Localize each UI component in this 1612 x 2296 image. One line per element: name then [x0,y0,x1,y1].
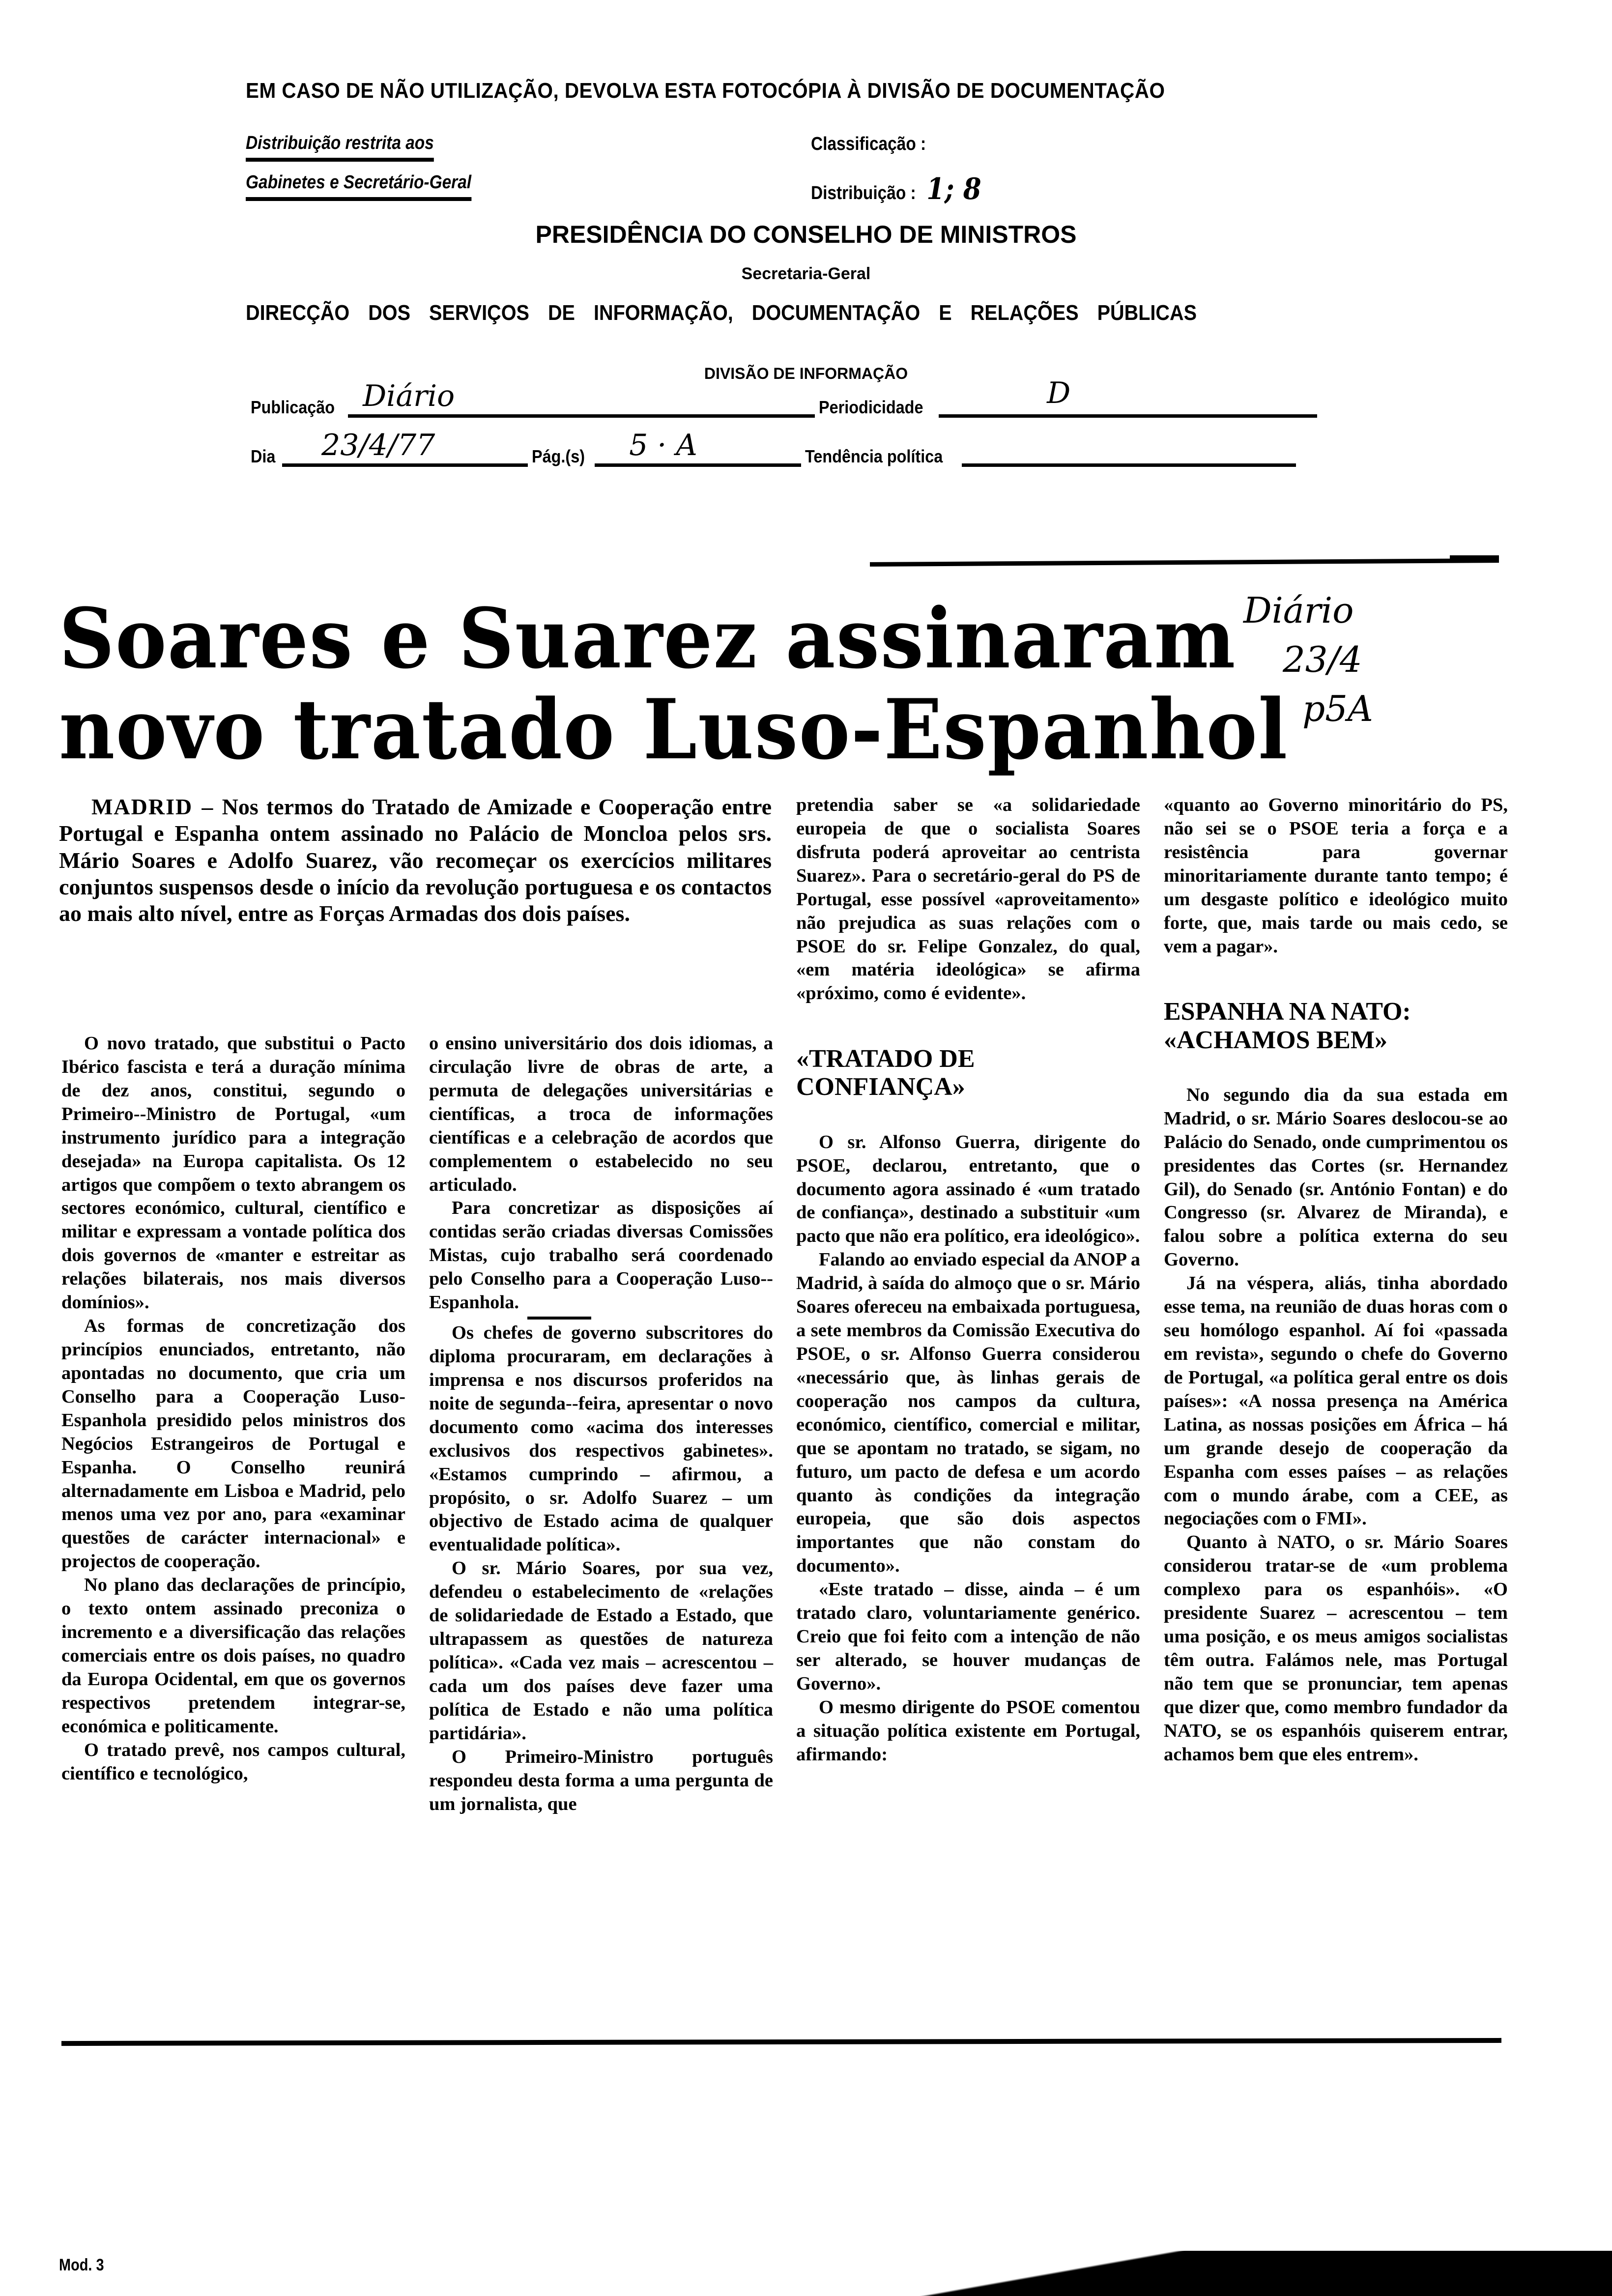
classification-field [811,134,926,155]
underline [246,158,434,162]
distribution-restricted-line2 [246,172,471,201]
paragraph: O sr. Mário Soares, por sua vez, defendeu o estabelecimento de «relações de solidariedade de Estado a Estado, que ultrapassem as questões de natureza política». «Cada vez mais – acrescentou – cada um dos países deve fazer uma política de Estado e não uma política partidária». [429,1558,773,1744]
subheading-tratado-de-confianca: «TRATADO DE CONFIANÇA» [796,1045,975,1101]
paragraph: No segundo dia da sua estada em Madrid, o sr. Mário Soares deslocou-se ao Palácio do Senado, onde cumprimentou os presidentes das Cortes (sr. Hernandez Gil), do Senado (sr. António Fontan) e do Congresso (sr. Alvarez de Miranda), e falou sobre a política externa do seu Governo. [1164,1084,1508,1270]
paragraph: No plano das declarações de princípio, o texto ontem assinado preconiza o incremento e a diversificação das relações comerciais entre os dois países, no quadro da Europa Ocidental, em que os governos respectivos pretendem integrar-se, económica e politicamente. [61,1575,405,1737]
article-column-4 [1164,794,1508,1767]
article-column-2 [429,1032,773,1816]
paragraph: Quanto à NATO, o sr. Mário Soares considerou tratar-se de «um problema complexo para os espanhóis». «O presidente Suarez – acrescentou – tem uma posição, e os meus amigos socialistas têm outra. Falámos nele, mas Portugal não tem que se pronunciar, tem apenas que dizer que, como membro fundador da NATO, se os espanhóis quiserem entrar, achamos bem que eles entrem». [1164,1532,1508,1765]
subheading-espanha-na-nato: ESPANHA NA NATO: «ACHAMOS BEM» [1164,998,1411,1054]
scan-artifact [713,2251,1612,2296]
classification-label: Classificação : [811,134,926,154]
political-tendency-field[interactable] [962,437,1296,467]
distribution-restricted-line1 [246,133,434,162]
periodicity-label: Periodicidade [819,397,923,417]
dateline: MADRID – [91,794,214,819]
day-value: 23/4/77 [321,428,435,462]
periodicity-field[interactable] [939,376,1317,418]
distribution-restricted-text-2: Gabinetes e Secretário-Geral [246,172,472,193]
column-divider [527,1317,591,1320]
political-tendency-label: Tendência política [805,446,943,466]
headline-line2: novo tratado Luso-Espanhol [59,681,1289,778]
margin-note-page: p5A [1302,688,1373,729]
paragraph: «quanto ao Governo minoritário do PS, não sei se o PSOE teria a força e a resistência para governar minoritariamente durante tanto tempo; é um desgaste político e ideológico muito forte, que, mais tarde ou mais cedo, se vem a pagar». [1164,795,1508,957]
publication-label: Publicação [251,397,335,417]
paragraph: o ensino universitário dos dois idiomas, a circulação livre de obras de arte, a permuta de delegações universitárias e científicas, a troca de informações científicas e a celebração de acordos que complementem o estabelecido no seu articulado. [429,1033,773,1195]
subunit-title: Secretaria-Geral [741,264,871,283]
paragraph: «Este tratado – disse, ainda – é um tratado claro, voluntariamente genérico. Creio que foi feito com a intenção de não ser alterado, se houver mudanças de Governo». [796,1579,1140,1694]
top-rule-accent [1450,555,1499,559]
margin-note-date: 23/4 [1283,639,1362,680]
distribution-value: 1; 8 [926,172,981,206]
underline [246,197,471,201]
form-model-label: Mod. 3 [59,2256,104,2274]
article-column-1 [61,1032,405,1786]
pages-value: 5 · A [629,428,697,462]
return-notice: EM CASO DE NÃO UTILIZAÇÃO, DEVOLVA ESTA FOTOCÓPIA À DIVISÃO DE DOCUMENTAÇÃO [246,79,1165,103]
pages-field[interactable] [595,428,801,467]
top-rule [870,558,1499,567]
directorate-title: DIRECÇÃO DOS SERVIÇOS DE INFORMAÇÃO, DOCUMENTAÇÃO E RELAÇÕES PÚBLICAS [246,301,1197,325]
day-label: Dia [251,446,276,466]
date-row [251,428,1300,467]
paragraph: Os chefes de governo subscritores do diploma procuraram, em declarações à imprensa e nos discursos proferidos na noite de segunda--feira, apresentar o novo documento como «acima dos interesses exclusivos dos respectivos gabinetes». «Estamos cumprindo – afirmou, a propósito, o sr. Adolfo Suarez – um objectivo de Estado acima de qualquer eventualidade política». [429,1322,773,1555]
distribution-restricted-text-1: Distribuição restrita aos [246,133,434,153]
pages-label: Pág.(s) [532,446,585,466]
paragraph: Já na véspera, aliás, tinha abordado esse tema, na reunião de duas horas com o seu homólogo espanhol. Aí foi «passada em revista», segundo o chefe do Governo de Portugal, «a política geral entre os dois países»: «A nossa presença na América Latina, as nossas posições em África – há um grande desejo de cooperação da Espanha com esses países – as relações com o mundo árabe, com a CEE, as negociações com o FMI». [1164,1273,1508,1529]
publication-field[interactable] [348,379,815,418]
paragraph: Falando ao enviado especial da ANOP a Madrid, à saída do almoço que o sr. Mário Soares ofereceu na embaixada portuguesa, a sete membros da Comissão Executiva do PSOE, o sr. Alfonso Guerra considerou «necessário que, às linhas gerais de cooperação nos campos da cultura, económico, científico, comercial e militar, que se apontam no tratado, se sigam, no futuro, um pacto de defesa e um acordo quanto às condições da integração europeia, que são dois aspectos importantes que não constam do documento». [796,1249,1140,1577]
paragraph: O Primeiro-Ministro português respondeu desta forma a uma pergunta de um jornalista, que [429,1746,773,1814]
article-column-3 [796,794,1140,1767]
paragraph: O mesmo dirigente do PSOE comentou a situação política existente em Portugal, afirmando: [796,1696,1140,1765]
paragraph: O sr. Alfonso Guerra, dirigente do PSOE, declarou, entretanto, que o documento agora assinado é «um tratado de confiança», destinado a substituir «um pacto que não era político, era ideológico». [796,1131,1140,1247]
lead-text: Nos termos do Tratado de Amizade e Cooperação entre Portugal e Espanha ontem assinado no Palácio de Moncloa pelos srs. Mário Soares e Adolfo Suarez, vão recomeçar os exercícios militares conjuntos suspensos desde o início da revolução portuguesa e os contactos ao mais alto nível, entre as Forças Armadas dos dois países. [59,794,772,926]
periodicity-value: D [1047,376,1071,410]
paragraph: Para concretizar as disposições aí contidas serão criadas diversas Comissões Mistas, cujo trabalho será coordenado pelo Conselho para a Cooperação Luso--Espanhola. [429,1198,773,1313]
day-field[interactable] [282,428,528,467]
distribution-field [811,172,981,206]
lead-paragraph [59,794,772,927]
bottom-rule [61,2038,1501,2046]
paragraph: pretendia saber se «a solidariedade europeia de que o socialista Soares disfruta poderá aproveitar ao centrista Suarez». Para o secretário-geral do PS de Portugal, esse possível «aproveitamento» não prejudica as suas relações com o PSOE do sr. Felipe Gonzalez, do qual, «em matéria ideológica» se afirma «próximo, como é evidente». [796,795,1140,1004]
publication-row [251,376,1321,418]
organization-title: PRESIDÊNCIA DO CONSELHO DE MINISTROS [535,221,1077,248]
division-title: DIVISÃO DE INFORMAÇÃO [704,365,908,382]
headline-line1: Soares e Suarez assinaram [59,590,1237,687]
paragraph: As formas de concretização dos princípios enunciados, entretanto, não apontadas no documento, que cria um Conselho para a Cooperação Luso-Espanhola presidido pelos ministros dos Negócios Estrangeiros de Portugal e Espanha. O Conselho reunirá alternadamente em Lisboa e Madrid, pelo menos uma vez por ano, para «examinar questões de carácter internacional» e projectos de cooperação. [61,1316,405,1572]
distribution-label: Distribuição : [811,183,916,203]
publication-value: Diário [363,379,455,413]
paragraph: O novo tratado, que substitui o Pacto Ibérico fascista e terá a duração mínima de dez anos, constitui, segundo o Primeiro--Ministro de Portugal, «um instrumento jurídico para a integração desejada» na Europa capitalista. Os 12 artigos que compõem o texto abrangem os sectores económico, cultural, científico e militar e expressam a vontade política dos dois governos de «manter e estreitar as relações bilaterais, nos mais diversos domínios». [61,1033,405,1313]
margin-note-publication: Diário [1243,590,1354,631]
paragraph: O tratado prevê, nos campos cultural, científico e tecnológico, [61,1739,405,1784]
